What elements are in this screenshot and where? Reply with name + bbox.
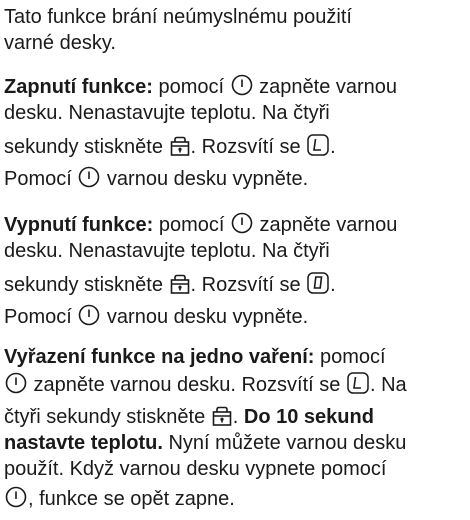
intro-line-2: varné desky.: [4, 32, 116, 54]
on-text-3a: sekundy stiskněte: [4, 136, 169, 158]
power-icon: [5, 372, 27, 394]
on-text-1b: zapněte varnou: [253, 76, 398, 98]
override-line-3: [4, 404, 464, 430]
display-L-icon: [347, 372, 369, 394]
lock-key-icon: [170, 136, 190, 156]
off-text-3a: sekundy stiskněte: [4, 274, 169, 296]
display-0-icon: [307, 272, 329, 294]
override-bold-2: nastavte teplotu.: [4, 432, 163, 454]
display-L-icon: [307, 134, 329, 156]
on-line-4: [4, 166, 464, 192]
off-text-4a: Pomocí: [4, 306, 78, 328]
on-text-3c: .: [330, 136, 336, 158]
lock-key-icon: [212, 406, 232, 426]
lock-key-icon: [170, 274, 190, 294]
override-line-1: [4, 344, 464, 370]
off-line-4: [4, 304, 464, 330]
on-text-3b: . Rozsvítí se: [190, 136, 307, 158]
override-text-3a: čtyři sekundy stiskněte: [4, 406, 211, 428]
off-line-1: [4, 212, 464, 238]
intro-line-1: Tato funkce brání neúmyslnému použití: [4, 6, 352, 28]
off-text-1a: pomocí: [153, 214, 230, 236]
power-icon: [78, 304, 100, 326]
power-icon: [5, 486, 27, 508]
override-line-6: [4, 486, 464, 512]
off-text-4b: varnou desku vypněte.: [101, 306, 309, 328]
power-icon: [78, 166, 100, 188]
override-bold-1: Do 10 sekund: [243, 406, 374, 428]
power-icon: [231, 74, 253, 96]
on-text-1a: pomocí: [152, 76, 230, 98]
on-line-3: [4, 134, 464, 160]
override-text-1: pomocí: [314, 346, 386, 368]
override-line-5: použít. Když varnou desku vypnete pomocí: [4, 458, 387, 480]
override-text-4: Nyní můžete varnou desku: [162, 432, 407, 454]
on-heading: Zapnutí funkce:: [4, 76, 153, 98]
override-text-6: , funkce se opět zapne.: [28, 488, 235, 510]
power-icon: [231, 212, 253, 234]
override-line-4: [4, 430, 464, 456]
on-text-4b: varnou desku vypněte.: [101, 168, 309, 190]
off-line-3: [4, 272, 464, 298]
override-heading: Vyřazení funkce na jedno vaření:: [4, 346, 315, 368]
override-line-2: [4, 372, 464, 398]
override-text-3b: .: [232, 406, 244, 428]
off-heading: Vypnutí funkce:: [4, 214, 154, 236]
override-text-2a: zapněte varnou desku. Rozsvítí se: [28, 374, 346, 396]
off-text-3c: .: [330, 274, 336, 296]
on-line-2: desku. Nenastavujte teplotu. Na čtyři: [4, 102, 330, 124]
on-text-4a: Pomocí: [4, 168, 78, 190]
off-line-2: desku. Nenastavujte teplotu. Na čtyři: [4, 240, 330, 262]
off-text-3b: . Rozsvítí se: [190, 274, 307, 296]
override-text-2b: . Na: [369, 374, 407, 396]
off-text-1b: zapněte varnou: [253, 214, 398, 236]
on-line-1: [4, 74, 464, 100]
